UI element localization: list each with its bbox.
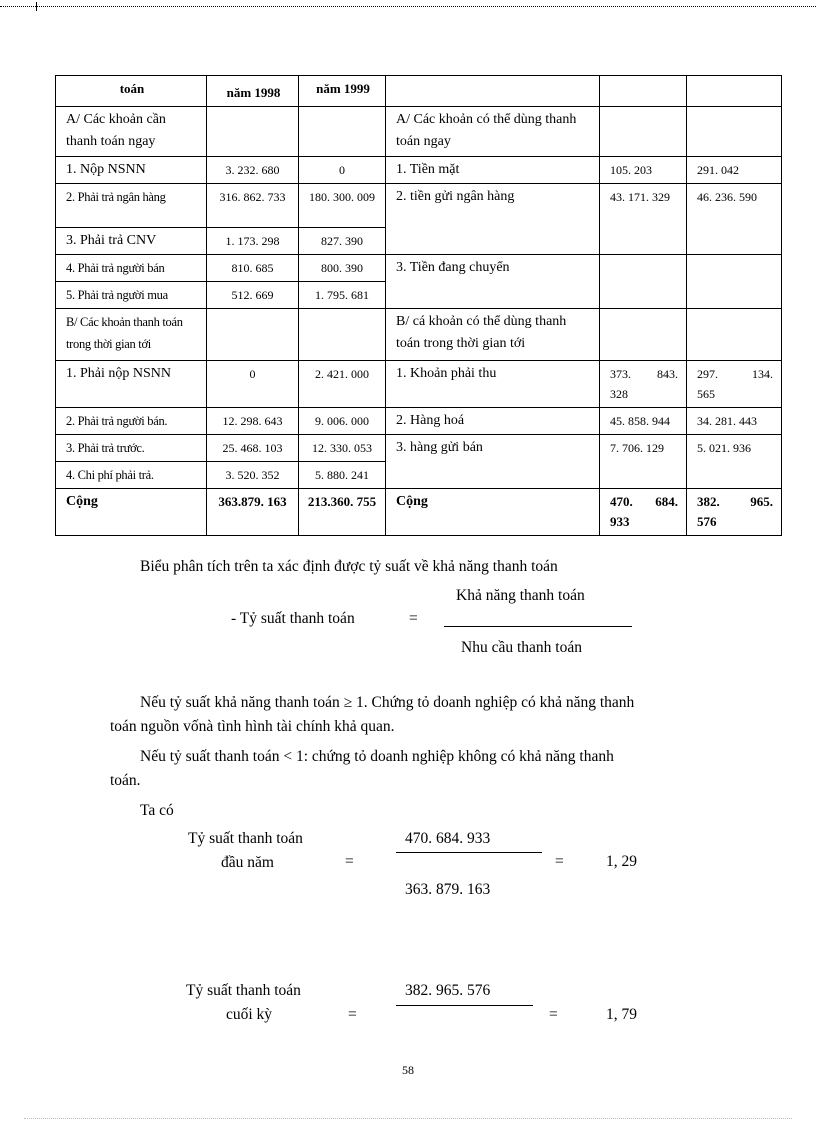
row-label: 3. hàng gửi bán bbox=[386, 435, 600, 489]
table-row bbox=[56, 255, 782, 282]
value-1999: 800. 390 bbox=[299, 255, 386, 282]
total-1999: 213.360. 755 bbox=[299, 489, 386, 536]
ratio-1-fraction-line bbox=[396, 852, 542, 853]
header-cell bbox=[687, 76, 782, 107]
value-1: 43. 171. 329 bbox=[600, 184, 687, 255]
header-cell: năm 1999 bbox=[299, 76, 386, 107]
total-1998: 363.879. 163 bbox=[207, 489, 299, 536]
formula-denominator: Nhu cầu thanh toán bbox=[461, 639, 582, 656]
header-cell: toán bbox=[56, 76, 207, 107]
ratio-2-equals-2: = bbox=[549, 1006, 558, 1023]
total-right-1: 470. 684. 933 bbox=[600, 489, 687, 536]
ratio-2-fraction-line bbox=[396, 1005, 533, 1006]
row-label: 2. Hàng hoá bbox=[386, 408, 600, 435]
value-1998: 0 bbox=[207, 361, 299, 408]
total-row bbox=[56, 489, 782, 536]
ratio-1-numerator: 470. 684. 933 bbox=[405, 830, 491, 847]
value-1999: 180. 300. 009 bbox=[299, 184, 386, 228]
formula-numerator: Khả năng thanh toán bbox=[456, 587, 585, 604]
value-2: 46. 236. 590 bbox=[687, 184, 782, 255]
row-label: 1. Tiền mặt bbox=[386, 157, 600, 184]
ratio-1-label-line-1: Tỷ suất thanh toán bbox=[188, 830, 303, 847]
value-1998: 316. 862. 733 bbox=[207, 184, 299, 228]
row-label: 4. Chi phí phải trả. bbox=[56, 462, 207, 489]
table-row bbox=[56, 408, 782, 435]
section-b-row bbox=[56, 309, 782, 361]
value-1998: 810. 685 bbox=[207, 255, 299, 282]
header-rule-tick bbox=[36, 2, 40, 11]
table-row bbox=[56, 435, 782, 462]
row-label: 1. Khoản phải thu bbox=[386, 361, 600, 408]
header-dotted-rule bbox=[0, 6, 816, 7]
value-1998: 3. 232. 680 bbox=[207, 157, 299, 184]
paragraph-1-line-1: Nếu tỷ suất khả năng thanh toán ≥ 1. Chứng tỏ doanh nghiệp có khả năng thanh bbox=[140, 694, 635, 711]
ratio-1-equals: = bbox=[345, 853, 354, 870]
row-label: 5. Phải trả người mua bbox=[56, 282, 207, 309]
section-a-right: A/ Các khoản có thể dùng thanh toán ngay bbox=[386, 107, 600, 157]
paragraph-2-line-2: toán. bbox=[110, 772, 141, 789]
section-a-row bbox=[56, 107, 782, 157]
row-label: 2. Phải trả người bán. bbox=[56, 408, 207, 435]
row-label: 3. Tiền đang chuyển bbox=[386, 255, 600, 309]
formula-equals: = bbox=[409, 610, 418, 627]
table-row bbox=[56, 361, 782, 408]
value-1999: 1. 795. 681 bbox=[299, 282, 386, 309]
section-a-left: A/ Các khoản cần thanh toán ngay bbox=[56, 107, 207, 157]
paragraph-2-line-1: Nếu tỷ suất thanh toán < 1: chứng tỏ doanh nghiệp không có khả năng thanh bbox=[140, 748, 614, 765]
footer-dotted-rule bbox=[24, 1118, 792, 1119]
value-1999: 9. 006. 000 bbox=[299, 408, 386, 435]
total-label: Cộng bbox=[56, 489, 207, 536]
ratio-1-value: 1, 29 bbox=[606, 853, 637, 870]
header-cell bbox=[386, 76, 600, 107]
formula-label: - Tỷ suất thanh toán bbox=[231, 610, 355, 627]
value-1999: 2. 421. 000 bbox=[299, 361, 386, 408]
header-cell bbox=[600, 76, 687, 107]
section-b-right: B/ cá khoản có thể dùng thanh toán trong thời gian tới bbox=[386, 309, 600, 361]
table-row bbox=[56, 184, 782, 228]
value-2: 5. 021. 936 bbox=[687, 435, 782, 489]
row-label: 2. Phải trả ngân hàng bbox=[56, 184, 207, 228]
table-header-row bbox=[56, 76, 782, 107]
paragraph-1-line-2: toán nguồn vốnà tình hình tài chính khả quan. bbox=[110, 718, 395, 735]
value-1999: 5. 880. 241 bbox=[299, 462, 386, 489]
ratio-2-label-line-2: cuối kỳ bbox=[226, 1006, 273, 1023]
formula-fraction-line bbox=[444, 626, 632, 627]
ratio-2-numerator: 382. 965. 576 bbox=[405, 982, 491, 999]
ratio-1-equals-2: = bbox=[555, 853, 564, 870]
total-right-2: 382. 965. 576 bbox=[687, 489, 782, 536]
value-1998: 25. 468. 103 bbox=[207, 435, 299, 462]
value-1999: 827. 390 bbox=[299, 228, 386, 255]
ratio-2-value: 1, 79 bbox=[606, 1006, 637, 1023]
ratio-2-label-line-1: Tỷ suất thanh toán bbox=[186, 982, 301, 999]
row-label: 3. Phải trả CNV bbox=[56, 228, 207, 255]
row-label: 2. tiền gửi ngân hàng bbox=[386, 184, 600, 255]
value-1: 7. 706. 129 bbox=[600, 435, 687, 489]
ta-co-text: Ta có bbox=[140, 802, 174, 819]
financial-table bbox=[55, 75, 782, 536]
value-1: 45. 858. 944 bbox=[600, 408, 687, 435]
value-2: 291. 042 bbox=[687, 157, 782, 184]
row-label: 1. Nộp NSNN bbox=[56, 157, 207, 184]
ratio-1-denominator: 363. 879. 163 bbox=[405, 881, 491, 898]
value-2: 34. 281. 443 bbox=[687, 408, 782, 435]
value-1998: 3. 520. 352 bbox=[207, 462, 299, 489]
value-2: 297. 134. 565 bbox=[687, 361, 782, 408]
value-1998: 512. 669 bbox=[207, 282, 299, 309]
row-label: 1. Phải nộp NSNN bbox=[56, 361, 207, 408]
value-1999: 12. 330. 053 bbox=[299, 435, 386, 462]
section-b-left: B/ Các khoản thanh toán trong thời gian tới bbox=[56, 309, 207, 361]
value-1998: 1. 173. 298 bbox=[207, 228, 299, 255]
ratio-2-equals: = bbox=[348, 1006, 357, 1023]
page-number: 58 bbox=[402, 1063, 414, 1077]
value-1999: 0 bbox=[299, 157, 386, 184]
total-label: Cộng bbox=[386, 489, 600, 536]
ratio-1-label-line-2: đầu năm bbox=[221, 854, 274, 871]
table-row bbox=[56, 157, 782, 184]
intro-text: Biểu phân tích trên ta xác định được tỷ suất về khả năng thanh toán bbox=[140, 558, 558, 575]
header-cell: năm 1998 bbox=[207, 76, 299, 107]
value-1998: 12. 298. 643 bbox=[207, 408, 299, 435]
row-label: 4. Phải trả người bán bbox=[56, 255, 207, 282]
value-1: 105. 203 bbox=[600, 157, 687, 184]
value-1: 373. 843. 328 bbox=[600, 361, 687, 408]
row-label: 3. Phải trả trước. bbox=[56, 435, 207, 462]
